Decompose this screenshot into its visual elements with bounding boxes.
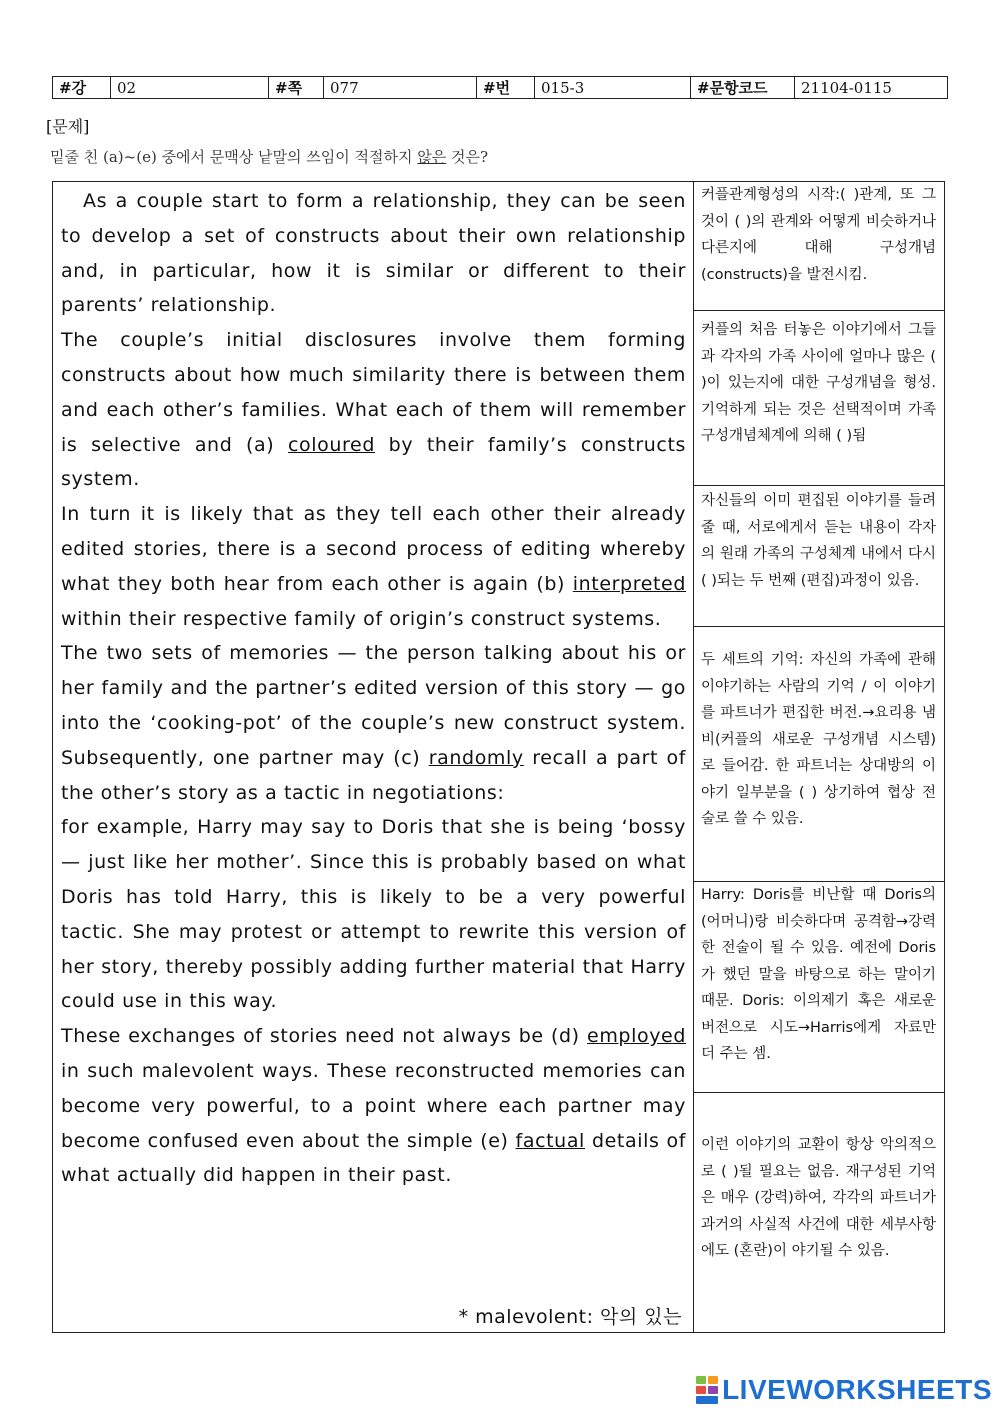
paragraph-4-text-a: The two sets of memories — the person talking about his or her family and the partner’s edited version of this story — go into the ‘cooking-pot’ of the couple’s new construct system. Subsequently, one partner may (c) [61, 642, 686, 769]
paragraph-3 [61, 497, 686, 636]
paragraph-6-text-a: These exchanges of stories need not always be (d) [61, 1025, 588, 1048]
liveworksheets-logo-icon [695, 1375, 719, 1405]
paragraph-3-text-b: within their respective family of origin’s construct systems. [61, 607, 662, 630]
passage-box [52, 181, 945, 1333]
question-text [50, 146, 488, 167]
footnote: * malevolent: 악의 있는 [458, 1306, 682, 1328]
paragraph-4-text-b: recall a part of the other’s story as a tactic in negotiations: [61, 746, 686, 804]
note-4: 두 세트의 기억: 자신의 가족에 관해 이야기하는 사람의 기억 / 이 이야기를 파트너가 편집한 버전.→요리용 냄비(커플의 새로운 구성개념 시스템)로 들어감. 한 파트너는 상대방의 이야기 일부분을 ( ) 상기하여 협상 전술로 쓸 수 있음. [701, 652, 936, 827]
lecture-value: 02 [111, 77, 269, 99]
paragraph-4 [61, 636, 686, 810]
note-divider [694, 310, 944, 311]
underlined-d: employed [587, 1025, 686, 1048]
question-after: 것은? [446, 148, 489, 166]
note-divider [694, 1092, 944, 1093]
underlined-e: factual [515, 1129, 585, 1152]
brand-text: LIVEWORKSHEETS [722, 1374, 992, 1405]
passage [61, 184, 686, 1193]
note-divider [694, 626, 944, 627]
paragraph-6-text-b: in such malevolent ways. These reconstructed memories can become very powerful, to a point where each partner may become confused even about the simple (e) [61, 1059, 686, 1152]
item-code-value: 21104-0115 [795, 77, 948, 99]
section-label: [문제] [46, 117, 90, 136]
liveworksheets-brand[interactable] [695, 1374, 992, 1406]
header-info-table [52, 76, 948, 99]
item-code-label: #문항코드 [691, 77, 795, 99]
number-label: #번 [477, 77, 535, 99]
paragraph-2-text-b: by their family’s constructs system. [61, 433, 686, 491]
note-2: 커플의 처음 터놓은 이야기에서 그들과 각자의 가족 사이에 얼마나 많은 ( )이 있는지에 대한 구성개념을 형성. 기억하게 되는 것은 선택적이며 가족 구성개념체계에 의해 ( )됨 [701, 322, 936, 444]
question-underlined: 않은 [417, 148, 447, 166]
note-5: Harry: Doris를 비난할 때 Doris의 (어머니)랑 비슷하다며 공격함→강력한 전술이 될 수 있음. 예전에 Doris가 했던 말을 바탕으로 하는 말이기 때문. Doris: 이의제기 혹은 새로운 버전으로 시도→Harris에게 자료만 더 주는 셈. [701, 887, 936, 1062]
underlined-b: interpreted [572, 572, 686, 595]
number-value: 015-3 [535, 77, 691, 99]
page-value: 077 [324, 77, 477, 99]
paragraph-6-text-c: details of what actually did happen in their past. [61, 1129, 687, 1187]
paragraph-6 [61, 1019, 686, 1193]
page-label: #쪽 [269, 77, 324, 99]
lecture-label: #강 [53, 77, 111, 99]
note-divider [694, 485, 944, 486]
note-6: 이런 이야기의 교환이 항상 악의적으로 ( )될 필요는 없음. 재구성된 기억은 매우 (강력)하여, 각각의 파트너가 과거의 사실적 사건에 대한 세부사항에도 (혼란)이 야기될 수 있음. [701, 1137, 936, 1259]
paragraph-5: for example, Harry may say to Doris that she is being ‘bossy — just like her mother’. Since this is probably based on what Doris has told Harry, this is likely to be a very powerful tactic. She may protest or attempt to rewrite this version of her story, thereby possibly adding further material that Harry could use in this way. [61, 816, 686, 1013]
question-before: 밑줄 친 (a)~(e) 중에서 문맥상 낱말의 쓰임이 적절하지 [50, 148, 418, 166]
underlined-c: randomly [428, 746, 524, 769]
paragraph-1: As a couple start to form a relationship, they can be seen to develop a set of constructs about their own relationship and, in particular, how it is similar or different to their parents’ relationship. [61, 190, 686, 317]
paragraph-2-text-a: The couple’s initial disclosures involve them forming constructs about how much similarity there is between them and each other’s families. What each of them will remember is selective and (a) [61, 329, 686, 456]
paragraph-3-text-a: In turn it is likely that as they tell each other their already edited stories, there is a second process of editing whereby what they both hear from each other is again (b) [61, 503, 686, 595]
paragraph-2 [61, 323, 686, 497]
note-3: 자신들의 이미 편집된 이야기를 들려줄 때, 서로에게서 듣는 내용이 각자의 원래 가족의 구성체계 내에서 다시 ( )되는 두 번째 (편집)과정이 있음. [701, 493, 936, 589]
note-1: 커플관계형성의 시작:( )관계, 또 그것이 ( )의 관계와 어떻게 비슷하거나 다른지에 대해 구성개념(constructs)을 발전시킴. [701, 187, 936, 283]
underlined-a: coloured [288, 433, 375, 456]
